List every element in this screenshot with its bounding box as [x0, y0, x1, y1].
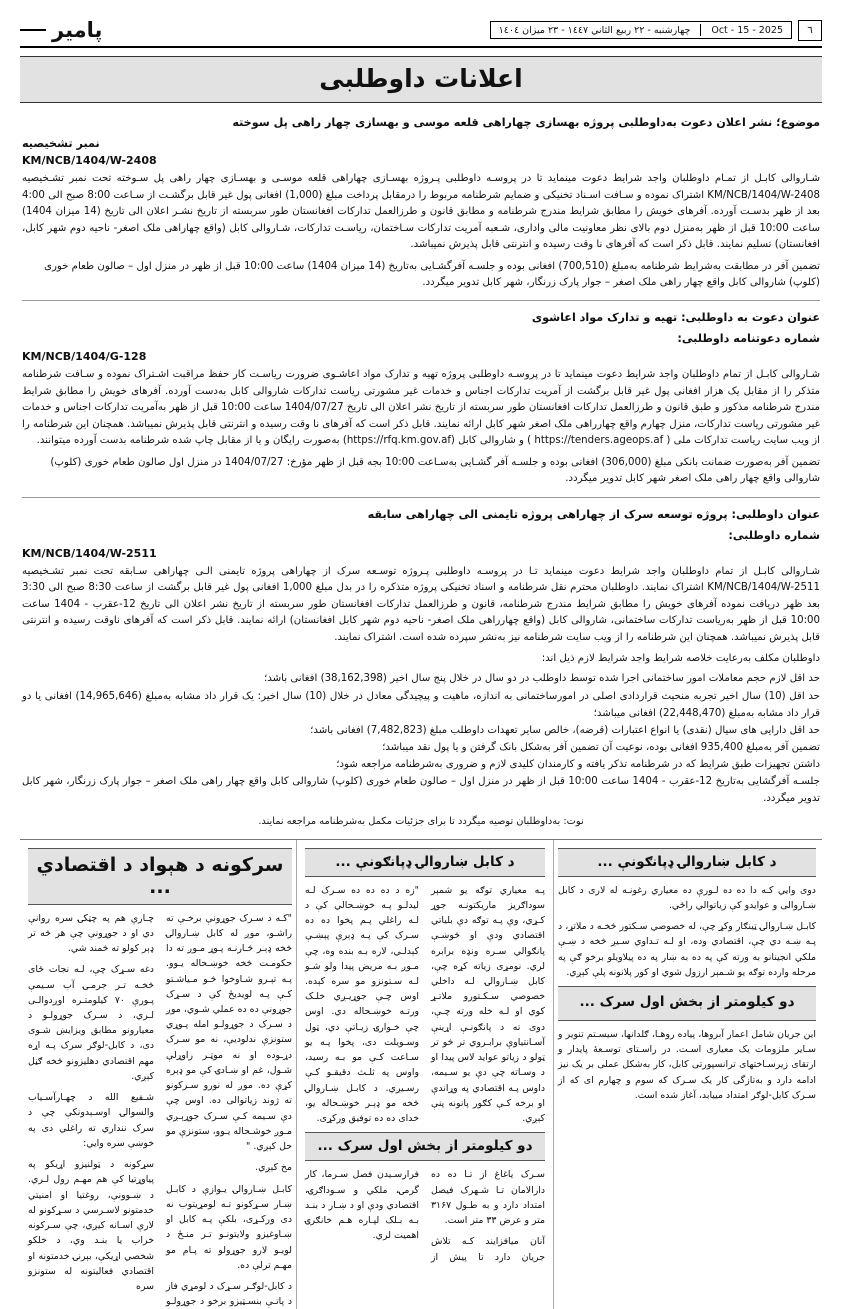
paragraph: مخ کېږي.	[255, 1162, 292, 1174]
paragraph: دوی وايي کـه دا ده ده لـورې ده معياري رغونـه له لاری د کابل ښـاروالی و عوايدو کې زياتوالي راځي.	[558, 884, 816, 911]
announcement-1-note: تضمين آفر در مطابقت بەشرايط شرطنامه بەمبلغ (700,510) افغانی بوده و جلسـه آفرگشـايی بەتاريخ (14 ميزان 1404) ساعت 10:00 قبل از ظهر در منزل اول – صالون طعام خوری (کلوپ) شاروالی کابل واقع چهار راهی ملک اصغر – جوار پارک زرنگار، شهر کابل تدوير ميگردد.	[43, 260, 820, 288]
date-en: Oct - 15 - 2025	[711, 24, 783, 36]
announcement-2-note: تضمين آفر بەصورت ضمانت بانکی مبلغ (306,000) افغانی بوده و جلسـه آفر گشـايی بەسـاعت 10:00 بجه قبل از ظهر مؤرخ: 1404/07/27 در منزل اول صالون طعام خوری (کلوپ) شاروالی واقع چهار راهی ملک اصغر شهر کابل تدوير ميگردد.	[50, 456, 820, 485]
announcement-2-bidno-label: شماره دعوتنامه داوطلبی:	[677, 332, 820, 346]
article-right	[20, 840, 296, 1309]
announcement-3-conditions	[22, 670, 820, 807]
announcement-3-footnote: نوت: بەداوطلبان توصيه میگردد تا برای جزئيات مکمل بەشرطنامه مراجعه نمايند.	[258, 815, 584, 827]
announcement-2-title-label: عنوان دعوت به داوطلبی:	[681, 311, 820, 325]
masthead-left	[490, 20, 822, 41]
announcement-2-bidno: KM/NCB/1404/G-128	[22, 350, 147, 364]
article-left-title: د کابل ښاروالۍ ډپانګونې ...	[558, 848, 816, 877]
divider-2	[22, 497, 820, 498]
announcement-1-body: شـاروالی کابـل از تمـام داوطلبان واجد شرايط دعوت مینمايد تا در پروسـه داوطلبی پـروژه بهسـازی چهاراهی قلعه موسـی و بهسـازی چهار راهی پل سـوخته تحت نمبر تشـخيصيه KM/NCB/1404/W-2408 اشتراک نموده و سـافت اسـناد تخنيکی و ضمايم شرطنامه مربوط را درمقابل پرداخت مبلغ (1,000) افغانی پول غير قابل برگشـت از سـاعت 8:00 صبح الی 4:00 بعد از ظهر بدسـت آورده. آفرهای خويش را مطابق شرايط مندرج شرطنامه و مطابق قانون و طرزالعمل تدارکات افغانستان طور سربسته از تاريخ نشـر اعلان الی تاريخ (14 ميزان 1404) ساعت 10:00 قبل از ظهر بەمنزل دوم بالای نظر معاونيت مالی واداری، شـعبه آمريت تدارکات سـاختمان، رياسـت تدارکات، شـاروالی کابل (واقع چهاراهی ملک اصغر- ناحيه دوم شهر کابل، افغانستان) تسليم نمايند. قابل ذکر است که آفرهای نا وقت رسيده و انترنتی قابل پذيرش نميباشد.	[22, 173, 820, 251]
condition-item: جلسـه آفرگشايی بەتاريخ 12-عقرب - 1404 ساعت 10:00 قبل از ظهر در منزل اول – صالون طعام خوری (کلوپ) شاروالی کابل واقع چهار راهی ملک اصغر – جوار پارک زرنگار، شهر کابل تدوير ميگردد.	[22, 776, 820, 805]
article-left	[554, 840, 822, 1309]
date-separator	[700, 24, 701, 36]
paragraph: سـرک ياغاغ از تـا ده ده دارالامان تـا شـهرک فيصل امتداد دارد و به طـول ۳۱۶۷ متر و عرض ۳۳ متر است.	[431, 1169, 545, 1227]
announcement-3-title-label: عنوان داوطلبی:	[731, 507, 820, 521]
article-middle-title: د کابل ښاروالۍ ډپانګونې ...	[305, 848, 545, 877]
announcement-1-bidno-label: نمبر تشخيصيه	[22, 137, 100, 151]
article-middle-body-2	[305, 1167, 545, 1264]
article-middle	[296, 840, 554, 1309]
condition-item: حد اقل دارايی های سيال (نقدی) يا انواع اعتبارات (قرضه)، خالص ساير تعهدات داوطلب مبلغ (7,482,823) افغانی باشد؛	[310, 724, 820, 736]
article-right-title: سرکونه د هېواد د اقتصادي ...	[28, 848, 292, 905]
paragraph: کابـل ښـاروالۍ يـوازې د کابـل ښـار سـړکونو تـه لومړيتوب نه دی ورکـړی، بلکې پـه کابل او ښـاوغيزو ولايتونـو تـر منـځ د لويـو لارو جوړولو ته پـام مو مهـم ترلې ده.	[166, 1183, 292, 1271]
article-right-body	[28, 911, 292, 1309]
page-number: ٦	[798, 20, 822, 41]
article-left-subtitle: دو کيلومتر از بخش اول سرک ...	[558, 986, 816, 1021]
announcement-3-title-value: پروژه توسعه سرک از چهاراهی پروژه تايمنی الی چهاراهی سابقه	[367, 507, 728, 521]
announcement-2-title	[22, 308, 820, 327]
announcement-2-title-value: تهيه و تدارک مواد اعاشوی	[531, 311, 678, 325]
announcement-3	[22, 505, 820, 827]
announcement-3-title	[22, 505, 820, 524]
paragraph: "زه د ده ده ده سـرک لـه ليدلـو پـه خوښـحالي کې د لـه راغلي پـم پخوا ده ده سـرک کې پـه ډېرې پېښـې کېدلـي، لاره بـه بنده وه، چې مـوږ بـه مريض پيدا ولو شـو لـه سـتونزو مو سره کېده. اوس چـې جوړيـږي خلـک ورتـه خوښـحاله دي. اوس چې خـوارۍ زيـاتې دي، ټول وسـويلت دی، پخوا پـه يو سـاعت کـې مو بـه رسيد، واوس په ثلـث دقيقـو کـې رسـيږي. د کابـل ښـاروالۍ څخه مو ډېـر خوښـحاله يو، خدای ده ده توفيق ورکړی.	[305, 884, 419, 1125]
date-dari: چهارشنبه - ٢٢ ربيع الثاني ١٤٤٧ - ٢٣ ميزان ١٤٠٤	[498, 24, 691, 36]
paragraph: آنان میافزايند کـه تلاش جريان دارد تا پيش از فرارسـيدن فصل سـرما، کار گرمۍ، ملکي و سـوداګرۍ، اقتصادي ودې او د ښـار د بنـد بـه بـلک لپـاره هـم خانګرۍ اهميت لري.	[305, 1169, 545, 1263]
divider	[22, 300, 820, 301]
paragraph: سړکونه د ټولنيزو اړيکو په پياوړتيا کې هم مهـم رول لـري. د ښـوونې، روغتيا او امنيتي خدمتونو لاسـرسي د سـړکونو له لارې اسـانه کيږي، چې سـرکونه خراب يا بنـد وي، د خلکو شخصي اړيکې، بېرنۍ خدمتونه او اقتصادي فعاليتونه له ستونزو سره	[28, 1159, 154, 1292]
paragraph: اين جريان شامل اعمار آبروها، پياده روهـا، ګلدانها، سيسـتم تنوير و سـاير ملزومات يک معياری اسـت. در راسـتای توسـعۀ پايدار و ارتقای زيرسـاختهای ترانسپورتی کابل، کار بەشکل عملی بر يک نيز ادامه دارد و بەتازگی کار يک سـرک که سوم و چهارم ای که از سـرک کابل-لوګر امتداد میيابد، آغاز شده است.	[558, 1028, 816, 1101]
paragraph: پـه معياري توګه يو شمېر سوداګريز ماريکتونـه جوړ کـړي، وې پـه توګه دې بلياتي اقتصادي ودې او څوښـې پانګوالي سـره ونډه برابره لري. نومړی زياته کړه چې، کابل ښـاروالۍ لـه داخلي خصوصي سـکـتورو ملاتـړ کوي او لـه خله ورته چـې، دوی ته د پانګونـې اړينې آسـانتياوې برابـروي تر څو تر ټولو د زياتو عوايد لاس پيدا او د وسـاته چې دې يو سـيمه، داوس پـه اقتصادي په وړاندې او برخه کـې کګور پانونه پنې کېږي.	[431, 884, 545, 1125]
condition-item: حد اقل (10) سال اخير تجربه منحيث قراردادی اصلی در امورساختمانی بە اندازه، ماهيت و پيچيدگی معادل در خلال (10) سال اخير: يک قرار داد مشابه بەمبلغ (14,965,646) افغانی يا دو قرار داد مشابه بەمبلغ (22,448,470) افغانی ميباشد؛	[22, 690, 820, 719]
article-left-body	[558, 883, 816, 1103]
announcement-3-body: شـاروالی کابـل از تمام داوطلبان واجد شرايط دعوت مینمايد تـا در پروسـه داوطلبی پـروژه توسـعه سرک از چهاراهی پروژه تايمنی الـی چهاراهی سـابقه تحت نمبر تشـخيصيه KM/NCB/1404/W-2511 اشتراک نمايند. داوطلبان محترم نقل شرطنامه و اسناد تخنيکی پروژه متذکره را در بدل مبلغ 1,000 افغانی پول غير قابل برگشت از ساعت 8:30 صبح الی 3:30 بعد ظهر دريافت نموده آفرهای خويش را مطابق شرايط مندرج شرطنامه، قانون و طرزالعمل تدارکات افغانستان طور سربسته از تاريخ نشر اعلان الی تاريخ 12-عقرب - 1404 ساعت 10:00 قبل از ظهر بەرياست تدارکات ساختمانی، شاروالی کابل (واقع چهارراهی ملک اصغر- ناحيه دوم شهر کابل افغانستان) ارائه نمايند. قابل ذکر است که آفرهای ناوقت رسيده و انترنتی قابل پذيرش نميباشد. همچنان اين شرطنامه را از ويب سايت شرطنامه نيز بەنشر سپرده شده است. اشتراک نمايند.	[22, 565, 820, 643]
paragraph: کابـل ښـاروالۍ ټينګار وکړ چې، له خصوصي سـکتور څخـه د ملاتړ، د پـه ښـه دي چې، اقتصادي وده، او لـه تـداوي سـيږ څخه د ښـې ملکي انجينانو به ورته کې په ده به ښار په ده پيلاويلو برخو ګې په مرحله وارده توګه يو شـمېر ارزول شوي او کور پلانونه پلې کېږي.	[558, 921, 816, 978]
announcement-3-bidno-label: شماره داوطلبی:	[728, 528, 820, 542]
condition-item: داشتن تجهيزات طبق شرايط کە در شرطنامه تذکر يافته و کارمندان کليدی لازم و ضروری بەشرطنامه مراجعه شود؛	[336, 759, 820, 771]
announcement-1	[20, 103, 822, 827]
paragraph: د کابل-لوګـر سـړک د لومړي فاز د پاتـې بنسـټيزو برخو د جوړولـو چـارې هم په چټکۍ سره روانې دي او د جوړونې چې هر څه تر ډېر کولو ته څمند شي.	[28, 912, 292, 1308]
announcement-1-subject: موضوع؛ نشر اعلان دعوت بەداوطلبی پروژه بهسازی چهاراهی قلعه موسی و بهسازی چهار راهی پل سوخته	[232, 116, 820, 129]
paragraph: دغه سـړک چې، لـه نجات ځای څخـه تـر جرمـۍ آب سـيمې پـورې ۷۰ کيلومتـره اوږدوالـی لـري، د سـرک جوړولـو د معيارونو مطابق ويزايښ شـوی دی، د کابل-لوګر سرک پـه اړه مهم اقتصادي دهليزونو څخه ګڼل کېږي.	[28, 964, 154, 1082]
paragraph: شـفيع الله د چهـارآسـياب والسوالۍ اوسـېدونکې چې د سرک ننداري ته راغلي دی په خوښې سره وايي:	[28, 1092, 154, 1149]
masthead	[20, 18, 822, 48]
date-box	[490, 21, 792, 39]
headline-bar	[20, 56, 822, 103]
lower-section	[20, 839, 822, 1309]
condition-item: حد اقل لازم حجم معاملات امور ساختمانی اجرا شده توسط داوطلب در دو سال در خلال پنج سال اخير (38,162,398) افغانی باشد؛	[264, 673, 820, 685]
announcement-2-body: شـاروالی کابـل از تمام داوطلبان واجد شرايط دعوت مینمايد تا در پروسـه داوطلبی پروژه تهيه و تدارک مواد اعاشـوی ضرورت رياسـت کار حفظ مراقبت اشـتراک نموده و سـافت شرطنامه متذکر را از مقابل يک هزار افغانی پول غير قابل برگشت از آمريت تدارکات اجناس و خدمات غير مشورتی رياست تدارکات شاروالی کابل بەدست آورده. آفرهای خويش را مطابق شرايط مندرج شرطنامه مذکور و طبق قانون و طرزالعمل تدارکات افغانستان طور سربسته از تاريخ نشر اعلان الی تاريخ 1404/07/27 ساعت 10:00 قبل از ظهر بەآمريت تدارکات اجناس و خدمات غير مشورتی رياست تدارکات، منزل چهارم واقع چهارراهی ملک اصغر شهر کابل ارائه نمايند. قابل ذکر است که آفرهای نا وقت رسيده و انترنتی قابل پذيرش نميباشد. همچنان اين شرطنامه را از ويب سايت رياست تدارکات ملی ( https://tenders.ageops.af ) و شاروالی کابل (https://rfq.km.gov.af) بەصورت رايگان و يا از مقابل چاپ شده شرطنامه بدست آورده ميتوانند.	[22, 369, 820, 447]
announcement-2	[22, 308, 820, 487]
article-middle-body	[305, 883, 545, 1133]
brand-title	[20, 18, 102, 42]
brand-name: پامیر	[52, 18, 103, 42]
condition-item: تضمين آفر بەمبلغ 935,400 افغانی بوده، نوعيت آن تضمين آفر بەشکل بانک گرفتن و يا پول نقد ميباشد؛	[382, 742, 820, 754]
announcement-1-bidno: KM/NCB/1404/W-2408	[22, 154, 157, 168]
brand-dash	[20, 29, 46, 31]
article-middle-subtitle: دو کيلومتر از بخش اول سرک ...	[305, 1132, 545, 1161]
announcement-3-bidno: KM/NCB/1404/W-2511	[22, 546, 157, 560]
page-title: اعلانات داوطلبی	[319, 64, 523, 93]
paragraph: "کـه د سـرک جوړونې برخـې ته راشـو، موږ له کابل ښـاروالۍ څخه ډېـر څـارنـه پـوړ مـوږ ته دا حکومـت څخه خوښـحاله يـوو. پـه تېـرو شـاوخوا څـو مـياشـتو کـې پـه لويديځ کې د سـړک جوړونې ده ده عملي شـوي، موږ د سـرک د جوړولـو امله پـوړي ستونزې ندلوديې، نه مو سـرک دړـوده او نه موټـر راوړلې شـول، غم او ښـادۍ کې مو ډېره کړې ده. موږ له نورو سـرکونو ته ژوند زياتوالی ده. اوس چې دې سـيمه کـې سـرک جوړېـږي مـوږ خوشـحاله يـوو، ستونزې مو حل کېږي. "	[166, 912, 292, 1153]
announcement-3-conditions-intro: داوطلبان مکلف بەرعايت خلاصه شرايط واجد شرايط لازم ذيل اند:	[541, 653, 820, 665]
